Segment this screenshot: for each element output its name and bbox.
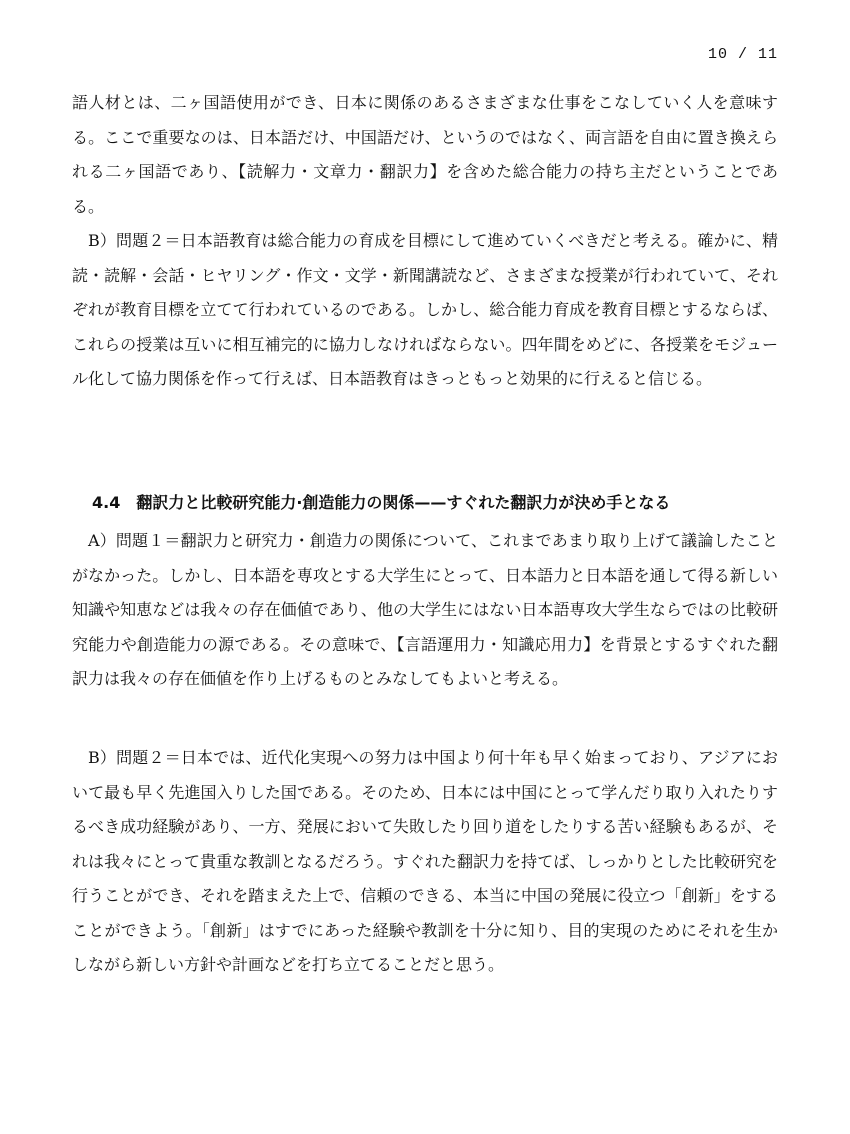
page-number: 10 / 11 [707, 46, 778, 63]
paragraph-bilingual-talent: 語人材とは、二ヶ国語使用ができ、日本に関係のあるさまざまな仕事をこなしていく人を意味する。ここで重要なのは、日本語だけ、中国語だけ、というのではなく、両言語を自由に置き換えられる二ヶ国語であり、【読解力・文章力・翻訳力】を含めた総合能力の持ち主だということである。 [72, 93, 778, 216]
paragraph-problem-2-education: B）問題２＝日本語教育は総合能力の育成を目標にして進めていくべきだと考える。確かに、精読・読解・会話・ヒヤリング・作文・文学・新聞講読など、さまざまな授業が行われていて、それぞれが教育目標を立てて行われているのである。しかし、総合能力育成を教育目標とするならば、これらの授業は互いに相互補完的に協力しなければならない。四年間をめどに、各授業をモジュール化して協力関係を作って行えば、日本語教育はきっともっと効果的に行えると信じる。 [72, 231, 778, 388]
paragraph-problem-2-modernization: B）問題２＝日本では、近代化実現への努力は中国より何十年も早く始まっており、アジアにおいて最も早く先進国入りした国である。そのため、日本には中国にとって学んだり取り入れたりするべき成功経験があり、一方、発展において失敗したり回り道をしたりする苦い経験もあるが、それは我々にとって貴重な教訓となるだろう。すぐれた翻訳力を持てば、しっかりとした比較研究を行うことができ、それを踏まえた上で、信頼のできる、本当に中国の発展に役立つ「創新」をすることができよう。「創新」はすでにあった経験や教訓を十分に知り、目的実現のためにそれを生かしながら新しい方針や計画などを打ち立てることだと思う。 [72, 748, 778, 974]
paragraph-problem-1-translation: A）問題１＝翻訳力と研究力・創造力の関係について、これまであまり取り上げて議論したことがなかった。しかし、日本語を専攻とする大学生にとって、日本語力と日本語を通して得る新しい知識や知恵などは我々の存在価値であり、他の大学生にはない日本語専攻大学生ならではの比較研究能力や創造能力の源である。その意味で、【言語運用力・知識応用力】を背景とするすぐれた翻訳力は我々の存在価値を作り上げるものとみなしてもよいと考える。 [72, 531, 778, 688]
section-heading-4-4: 4.4 翻訳力と比較研究能力·創造能力の関係——すぐれた翻訳力が決め手となる [92, 493, 671, 512]
